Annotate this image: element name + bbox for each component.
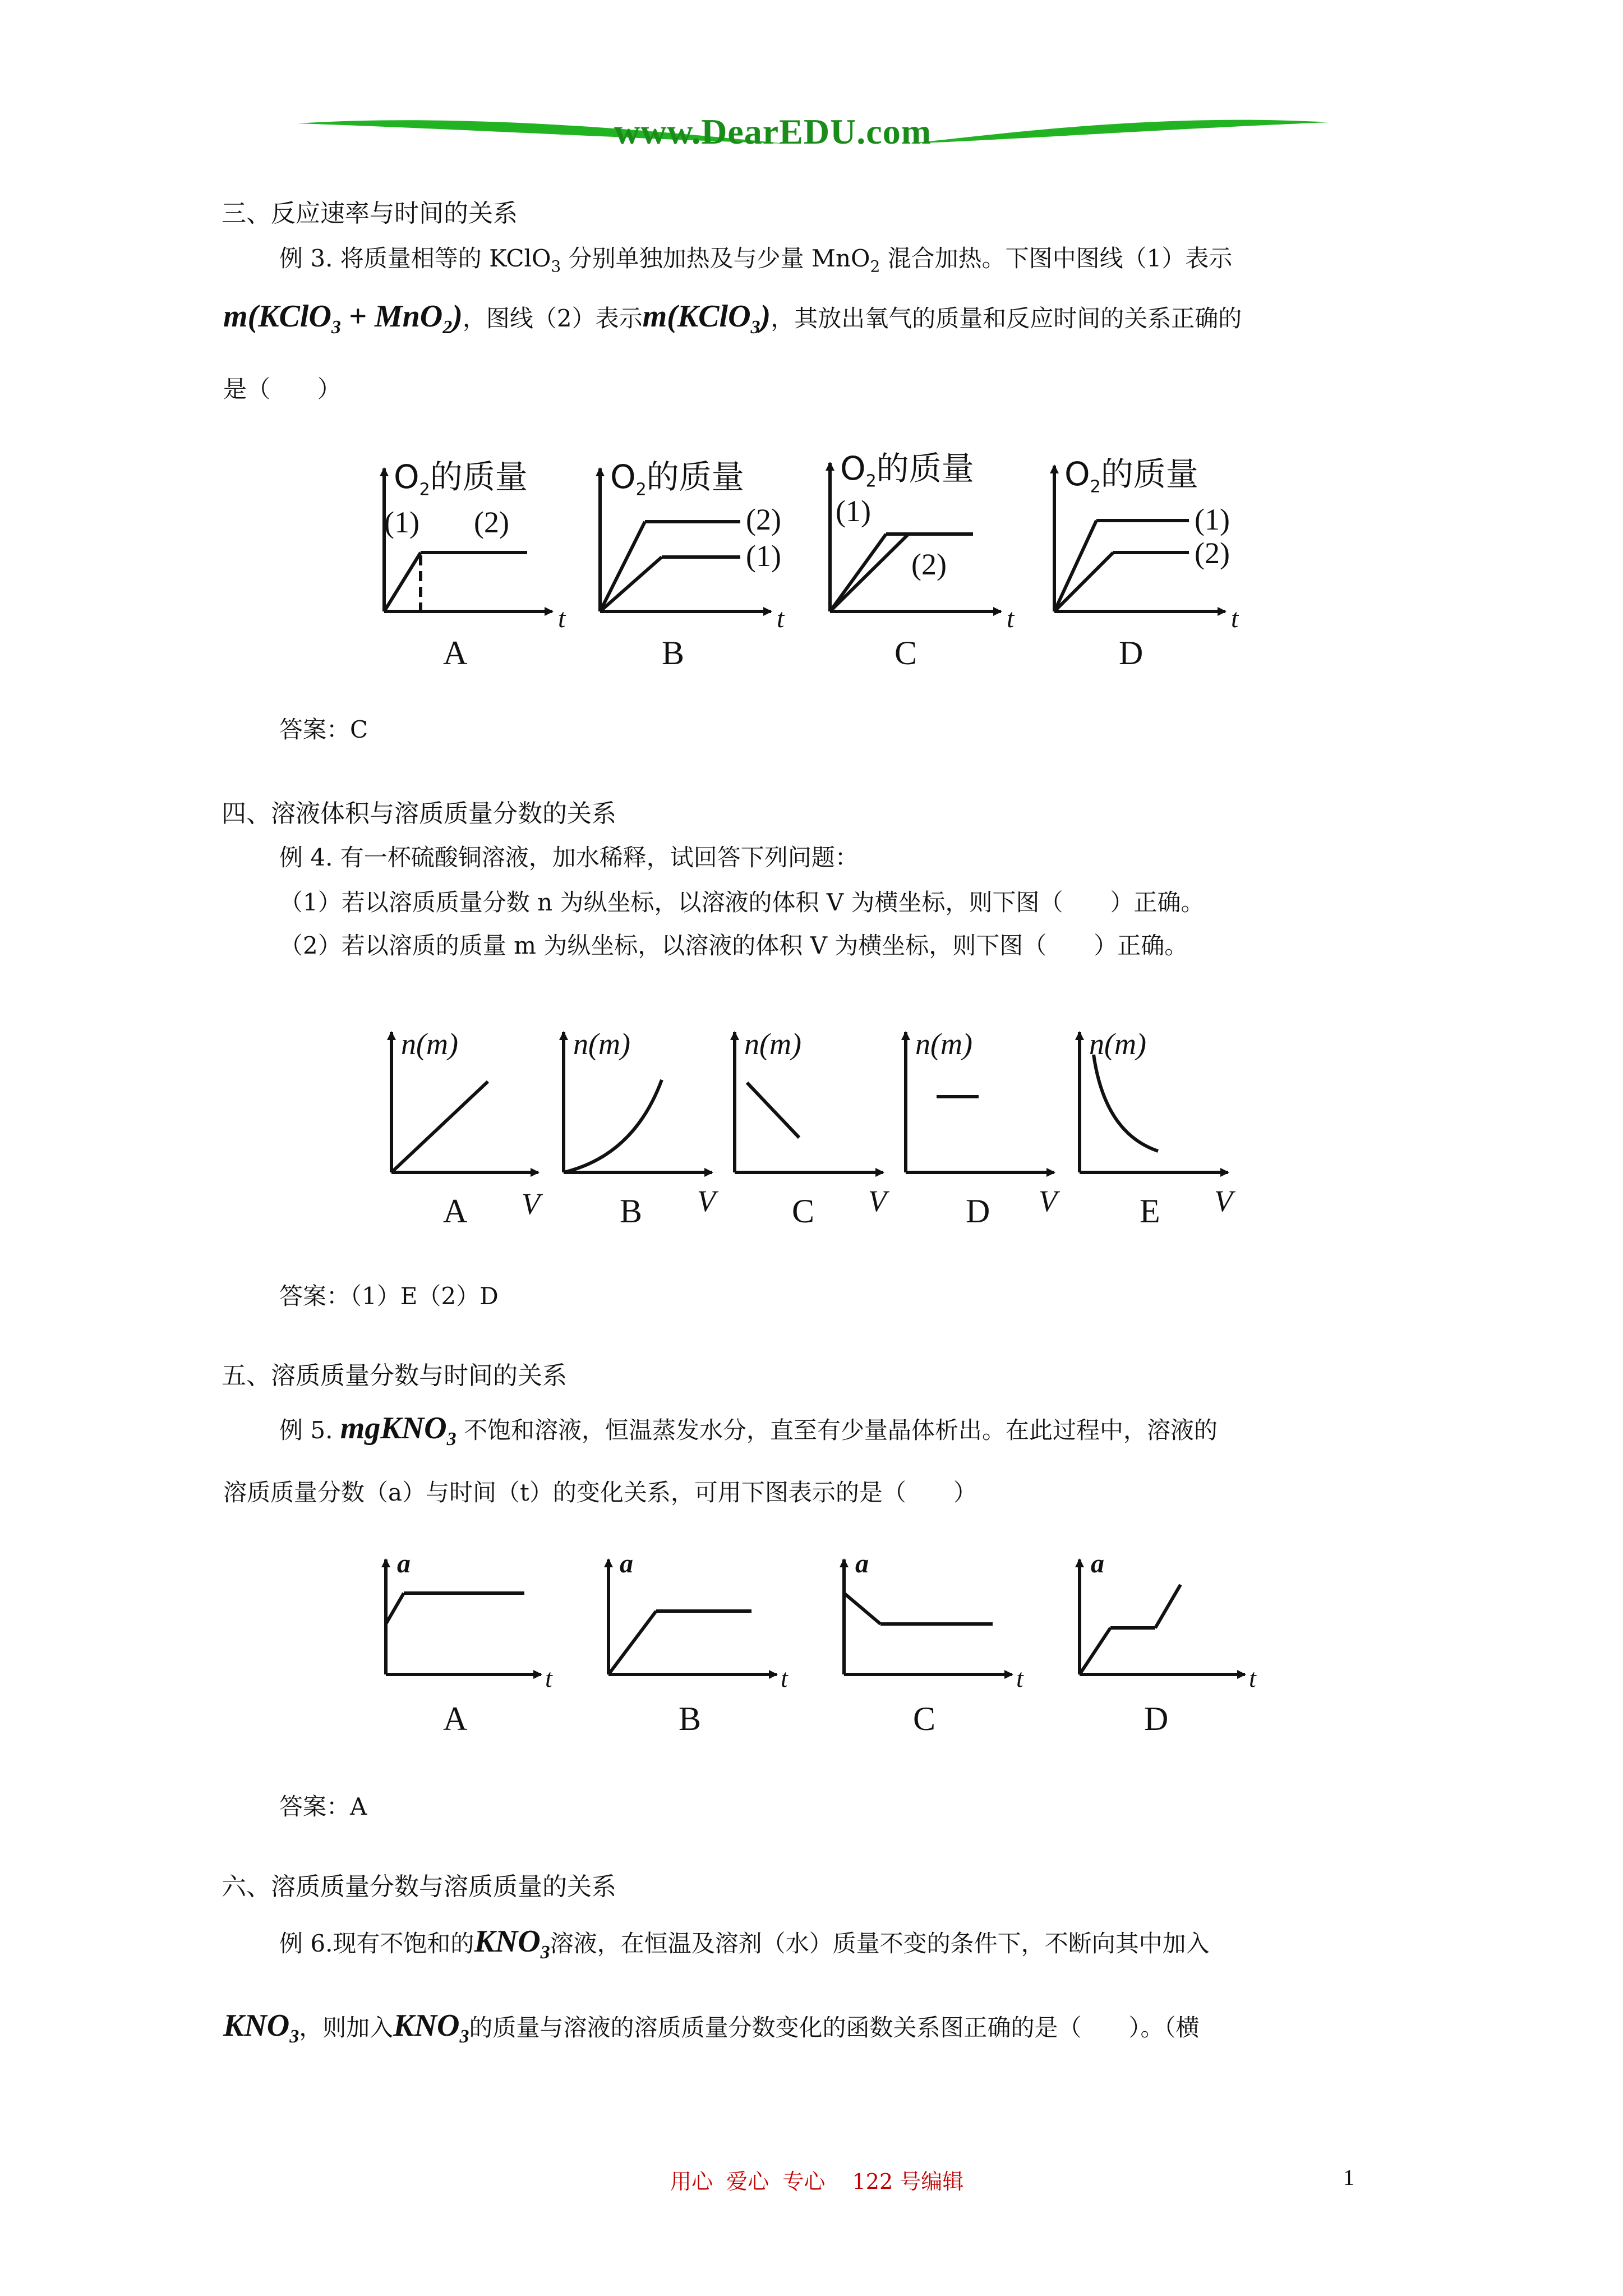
math-expression: mgKNO$_3$ [340,1411,457,1450]
figure-caption: A [443,634,468,671]
page-number: 1 [1343,2165,1354,2190]
y-axis-label: $O_2$的质量 [840,449,974,491]
y-axis-label: n(m) [573,1027,630,1061]
figure-caption: C [895,634,917,671]
math-expression: m(KClO$_3$ + MnO$_2$) [223,299,463,338]
example-label: 例 5. [279,1416,333,1444]
figure-caption: E [1140,1193,1160,1230]
figure-caption: B [679,1700,702,1737]
answer-text: 答案：（1）E（2）D [279,1282,499,1310]
x-axis-label: t [1249,1664,1256,1692]
math-expression: m(KClO$_3$) [642,299,771,338]
y-axis-label: $O_2$的质量 [1064,455,1198,497]
question-line: m(KClO$_3$ + MnO$_2$)，图线（2）表示m(KClO$_3$)，其放出氧气的质量和反应时间的关系正确的 [223,299,1242,338]
figure-concentration-vs-volume [370,1015,1267,1251]
y-axis-label: a [620,1549,633,1579]
question-line: 例 5. mgKNO$_3$ 不饱和溶液，恒温蒸发水分，直至有少量晶体析出。在此过程中，溶液的 [279,1411,1218,1450]
series-label: (1) [1195,503,1230,536]
y-axis-label: a [1091,1549,1104,1579]
section-title: 六、溶质质量分数与溶质质量的关系 [222,1872,616,1901]
y-axis-label: $O_2$的质量 [394,458,528,500]
figure-caption: D [966,1193,990,1230]
footer-credit: 用心 爱心 专心 122 号编辑 [670,2169,964,2194]
series-label: (2) [474,505,509,539]
answer-text: 答案：A [279,1793,367,1820]
figure-caption: B [620,1193,643,1230]
x-axis-label: t [1007,604,1015,633]
section-title: 四、溶液体积与溶质质量分数的关系 [222,799,616,828]
series-label: (2) [911,547,947,581]
figure-caption: C [913,1700,936,1737]
example-label: 例 3. [279,245,333,272]
example-label: 例 6.现有不饱和的 [279,1930,474,1957]
series-label: (2) [1195,536,1230,570]
y-axis-label: n(m) [915,1027,972,1061]
y-axis-label: a [855,1549,869,1579]
x-axis-label: t [1016,1664,1023,1692]
figure-3-graphs [370,1548,1267,1756]
x-axis-label: V [1214,1184,1233,1218]
question-line: （2）若以溶质的质量 m 为纵坐标，以溶液的体积 V 为横坐标，则下图（ ）正确。 [279,932,1188,959]
figure-caption: A [443,1700,468,1737]
question-line: 例 3. 将质量相等的 KClO$_3$ 分别单独加热及与少量 MnO$_2$ 混合加热。下图中图线（1）表示 [279,245,1233,276]
question-line: 溶质质量分数（a）与时间（t）的变化关系，可用下图表示的是（ ） [223,1479,977,1506]
x-axis-label: V [522,1187,540,1221]
x-axis-label: V [868,1184,887,1218]
figure-caption: B [662,634,685,671]
figure-caption: D [1144,1700,1169,1737]
series-label: (1) [836,494,871,528]
x-axis-label: t [777,604,785,633]
answer-text: 答案：C [279,716,368,743]
section-title: 五、溶质质量分数与时间的关系 [222,1361,567,1390]
question-line: 例 4. 有一杯硫酸铜溶液，加水稀释，试回答下列问题： [279,844,859,871]
figure-caption: D [1119,634,1144,671]
x-axis-label: t [781,1664,788,1692]
series-label: (2) [746,503,781,536]
series-label: (1) [746,539,781,573]
figure-o2-mass-vs-time [359,449,1256,684]
section-title: 三、反应速率与时间的关系 [222,199,518,228]
question-line: 例 6.现有不饱和的$KNO_3$溶液，在恒温及溶剂（水）质量不变的条件下，不断向其中加入 [279,1924,1210,1963]
x-axis-label: t [545,1664,552,1692]
y-axis-label: $O_2$的质量 [610,458,744,500]
y-axis-label: n(m) [1089,1027,1146,1061]
figure-caption: C [792,1193,815,1230]
y-axis-label: n(m) [744,1027,801,1061]
header-logo [292,107,1346,163]
y-axis-label: a [397,1549,411,1579]
math-expression: $KNO_3$ [474,1924,550,1963]
x-axis-label: V [1039,1184,1057,1218]
figure-caption: A [443,1193,468,1230]
math-expression: $KNO_3$ [223,2008,299,2047]
math-expression: $KNO_3$ [393,2008,469,2047]
x-axis-label: t [558,604,566,633]
question-line: 是（ ） [223,375,342,403]
x-axis-label: V [697,1184,716,1218]
question-line: $KNO_3$，则加入$KNO_3$的质量与溶液的溶质质量分数变化的函数关系图正确的是（ ）。（横 [223,2008,1200,2047]
x-axis-label: t [1231,604,1239,633]
question-line: （1）若以溶质质量分数 n 为纵坐标，以溶液的体积 V 为横坐标，则下图（ ）正确。 [279,889,1205,916]
logo-text: www.DearEDU.com [614,112,932,151]
y-axis-label: n(m) [401,1027,458,1061]
figure-fraction-vs-time [370,1548,1267,1756]
series-label: (1) [384,505,419,539]
